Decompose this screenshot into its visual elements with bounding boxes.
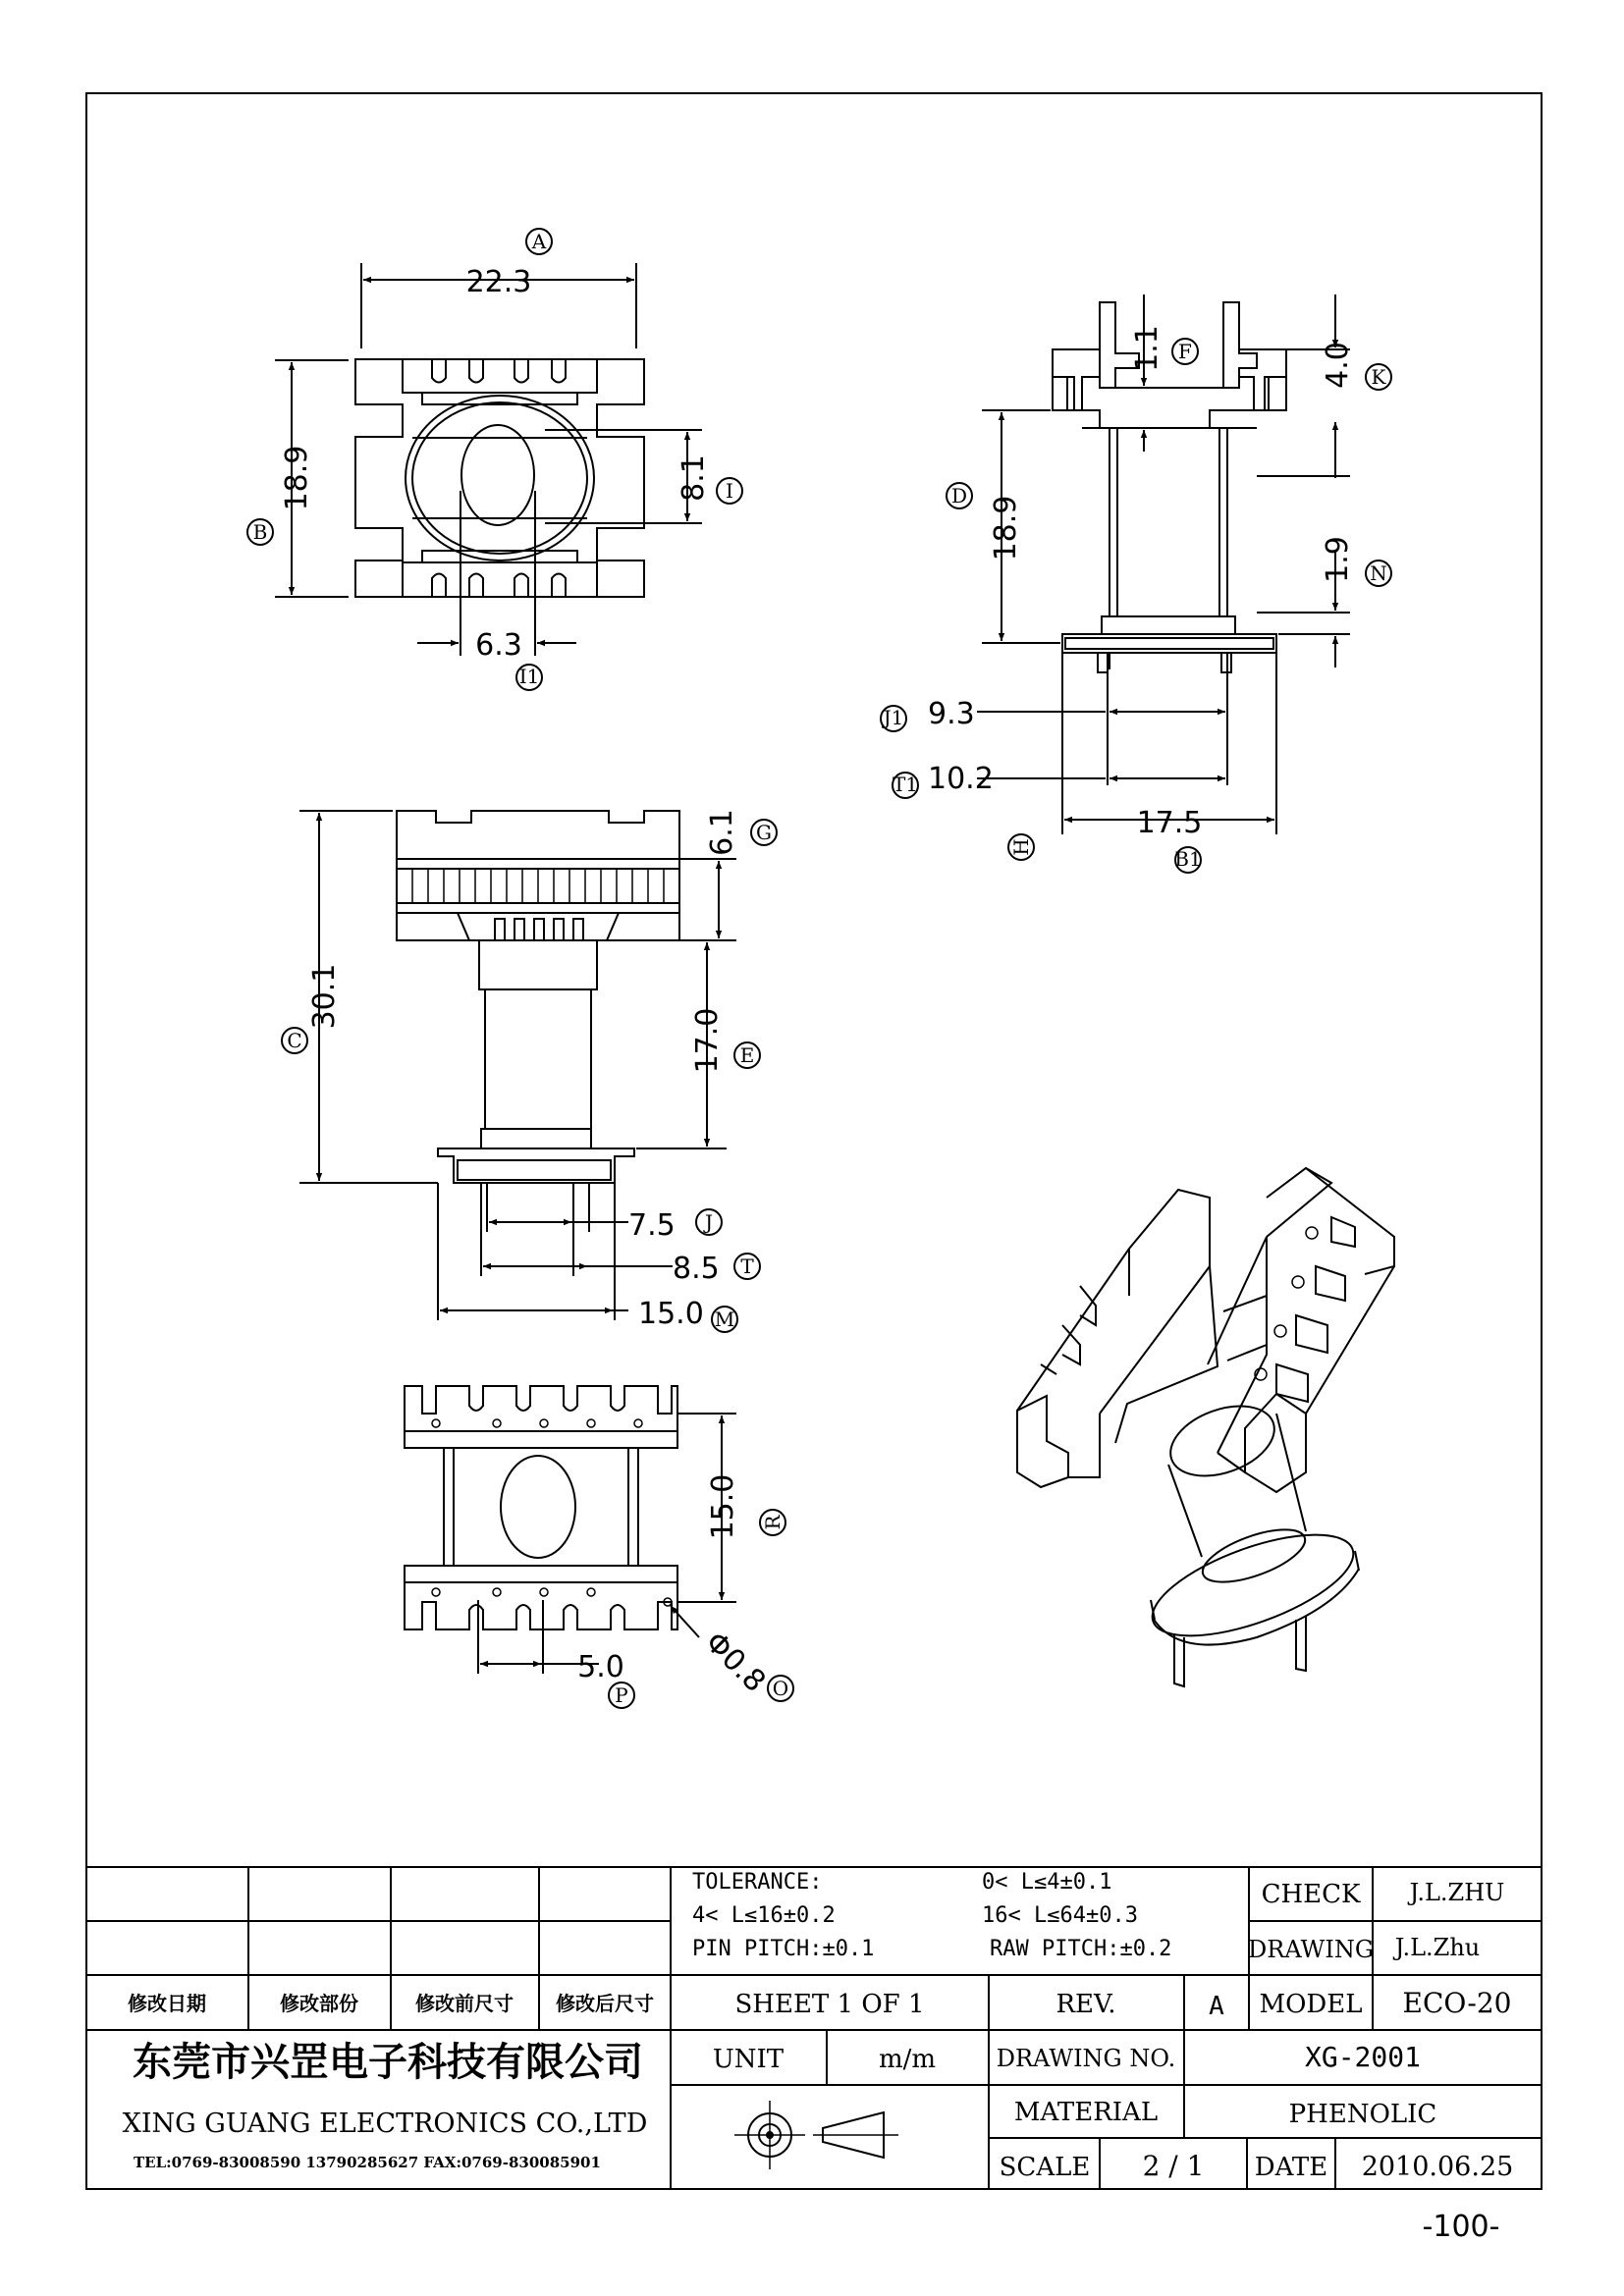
scale-value: 2 / 1 bbox=[1142, 2150, 1205, 2182]
label-b1: B1 bbox=[1174, 847, 1202, 871]
date-value: 2010.06.25 bbox=[1361, 2152, 1514, 2182]
rev-header-part: 修改部份 bbox=[280, 1992, 358, 2015]
label-k: K bbox=[1371, 365, 1386, 389]
dim-j1-value: 9.3 bbox=[928, 697, 975, 731]
label-b: B bbox=[252, 520, 268, 544]
dim-c-value: 30.1 bbox=[307, 963, 342, 1030]
rev-label: REV. bbox=[1056, 1990, 1116, 2019]
model-label: MODEL bbox=[1259, 1990, 1363, 2019]
label-d: D bbox=[950, 484, 968, 507]
company-name-cn: 东莞市兴罡电子科技有限公司 bbox=[133, 2040, 643, 2085]
dim-o-value: Φ0.8 bbox=[698, 1625, 773, 1699]
sheet-label: SHEET 1 OF 1 bbox=[734, 1990, 925, 2019]
rev-header-date: 修改日期 bbox=[128, 1992, 206, 2015]
check-label: CHECK bbox=[1261, 1880, 1361, 1909]
dim-r-value: 15.0 bbox=[706, 1473, 740, 1540]
model-value: ECO-20 bbox=[1402, 1987, 1512, 2019]
dim-i1-value: 6.3 bbox=[475, 628, 522, 663]
dim-t-value: 8.5 bbox=[673, 1252, 720, 1286]
label-n: N bbox=[1370, 561, 1387, 585]
label-g: G bbox=[756, 821, 772, 844]
page-number: -100- bbox=[1422, 2210, 1500, 2244]
unit-value: m/m bbox=[878, 2045, 937, 2074]
label-r: R bbox=[761, 1515, 785, 1530]
dim-k-value: 4.0 bbox=[1321, 342, 1355, 389]
label-h: H bbox=[1009, 838, 1033, 856]
rev-value: A bbox=[1209, 1992, 1224, 2021]
tolerance-3: 16< L≤64±0.3 bbox=[982, 1903, 1138, 1928]
dim-b1-value: 17.5 bbox=[1136, 806, 1203, 840]
label-p: P bbox=[615, 1683, 628, 1707]
label-i: I bbox=[726, 479, 733, 503]
material-value: PHENOLIC bbox=[1288, 2100, 1437, 2129]
label-t1: T1 bbox=[892, 773, 919, 796]
rev-header-before: 修改前尺寸 bbox=[415, 1992, 514, 2015]
tolerance-label: TOLERANCE: bbox=[692, 1870, 823, 1895]
label-o: O bbox=[772, 1677, 789, 1700]
material-label: MATERIAL bbox=[1013, 2098, 1159, 2127]
label-e: E bbox=[739, 1043, 755, 1067]
unit-label: UNIT bbox=[712, 2045, 785, 2074]
dim-f-value: 1.1 bbox=[1130, 325, 1164, 372]
scale-label: SCALE bbox=[999, 2153, 1091, 2182]
tolerance-2: 4< L≤16±0.2 bbox=[692, 1903, 836, 1928]
dim-d-value: 18.9 bbox=[989, 495, 1023, 561]
dim-g-value: 6.1 bbox=[705, 809, 739, 856]
dim-n-value: 1.9 bbox=[1321, 536, 1355, 583]
raw-pitch: RAW PITCH:±0.2 bbox=[990, 1937, 1172, 1961]
label-j: J bbox=[704, 1210, 714, 1234]
dim-m-value: 15.0 bbox=[638, 1297, 704, 1331]
label-a: A bbox=[531, 230, 547, 253]
label-m: M bbox=[714, 1308, 735, 1331]
projection-symbol-icon bbox=[734, 2101, 898, 2169]
rev-header-after: 修改后尺寸 bbox=[556, 1992, 654, 2015]
label-c: C bbox=[287, 1029, 302, 1052]
drawing-label: DRAWING bbox=[1248, 1936, 1374, 1963]
drawing-no-value: XG-2001 bbox=[1304, 2041, 1422, 2073]
dim-b-value: 18.9 bbox=[280, 445, 314, 511]
pin-pitch: PIN PITCH:±0.1 bbox=[692, 1937, 875, 1961]
company-contact: TEL:0769-83008590 13790285627 FAX:0769-830085901 bbox=[134, 2154, 601, 2171]
company-name-en: XING GUANG ELECTRONICS CO.,LTD bbox=[122, 2109, 648, 2139]
dim-i-value: 8.1 bbox=[677, 454, 711, 502]
label-i1: I1 bbox=[518, 665, 540, 688]
drawing-value: J.L.Zhu bbox=[1394, 1934, 1481, 1961]
dim-e-value: 17.0 bbox=[690, 1007, 725, 1074]
label-f: F bbox=[1178, 340, 1192, 363]
label-t: T bbox=[740, 1255, 754, 1278]
drawing-no-label: DRAWING NO. bbox=[996, 2045, 1176, 2072]
check-value: J.L.ZHU bbox=[1409, 1879, 1505, 1906]
date-label: DATE bbox=[1254, 2153, 1328, 2182]
label-j1: J1 bbox=[883, 706, 904, 729]
dim-t1-value: 10.2 bbox=[928, 762, 994, 796]
dim-a-value: 22.3 bbox=[465, 265, 532, 299]
isometric-view bbox=[1017, 1168, 1394, 1686]
dim-j-value: 7.5 bbox=[628, 1208, 676, 1243]
dim-p-value: 5.0 bbox=[577, 1650, 624, 1684]
tolerance-1: 0< L≤4±0.1 bbox=[982, 1870, 1112, 1895]
